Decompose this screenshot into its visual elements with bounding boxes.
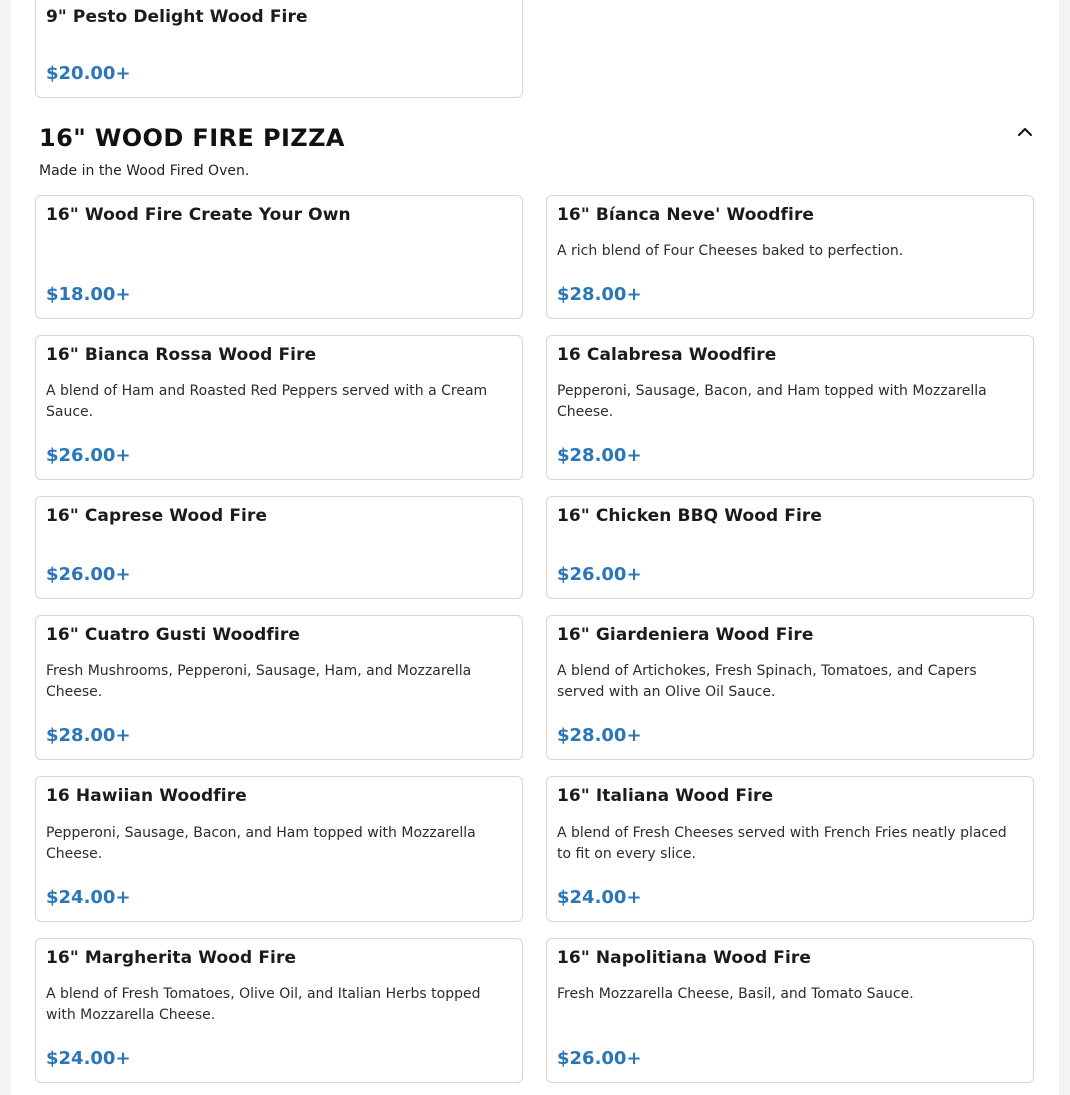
menu-item-price: $26.00+ <box>46 445 131 466</box>
menu-item-price: $28.00+ <box>46 725 131 746</box>
menu-item-name: 16" Bíanca Neve' Woodfire <box>557 205 815 225</box>
menu-item-name: 16" Chicken BBQ Wood Fire <box>557 506 823 526</box>
menu-item-name: 16 Hawiian Woodfire <box>46 786 247 806</box>
menu-item-card[interactable] <box>35 335 523 480</box>
menu-item-price: $24.00+ <box>46 887 131 908</box>
chevron-up-icon <box>1013 120 1037 144</box>
menu-item-name: 16" Cuatro Gusti Woodfire <box>46 625 300 645</box>
menu-item-card[interactable] <box>546 335 1034 480</box>
menu-item-price: $28.00+ <box>557 445 642 466</box>
menu-item-card[interactable] <box>546 938 1034 1083</box>
menu-item-description: A blend of Fresh Cheeses served with French Fries neatly placed to fit on every slice. <box>557 825 1007 862</box>
menu-item-name: 16" Napolitiana Wood Fire <box>557 948 811 968</box>
menu-item-card[interactable] <box>35 615 523 760</box>
menu-item-name: 16" Wood Fire Create Your Own <box>46 205 351 225</box>
menu-item-card[interactable] <box>546 776 1034 922</box>
menu-item-price: $26.00+ <box>46 564 131 585</box>
menu-item-card[interactable] <box>35 496 523 599</box>
menu-item-price: $26.00+ <box>557 1048 642 1069</box>
section-title: 16" WOOD FIRE PIZZA <box>39 124 345 152</box>
menu-item-name: 16" Giardeniera Wood Fire <box>557 625 814 645</box>
menu-item-card[interactable] <box>35 195 523 319</box>
menu-item-description: A rich blend of Four Cheeses baked to perfection. <box>557 243 904 259</box>
menu-item-price: $20.00+ <box>46 63 131 84</box>
menu-item-card[interactable] <box>546 615 1034 760</box>
menu-item-card[interactable] <box>546 496 1034 599</box>
menu-item-price: $24.00+ <box>46 1048 131 1069</box>
section-subtitle: Made in the Wood Fired Oven. <box>39 163 250 179</box>
menu-item-description: A blend of Ham and Roasted Red Peppers served with a Cream Sauce. <box>46 383 488 420</box>
menu-item-description: A blend of Artichokes, Fresh Spinach, Tomatoes, and Capers served with an Olive Oil Sauce. <box>557 663 977 700</box>
menu-item-description: Pepperoni, Sausage, Bacon, and Ham topped with Mozzarella Cheese. <box>557 383 987 420</box>
menu-item-description: Fresh Mozzarella Cheese, Basil, and Tomato Sauce. <box>557 986 914 1002</box>
menu-item-card[interactable] <box>35 0 523 98</box>
menu-item-name: 16" Italiana Wood Fire <box>557 786 774 806</box>
menu-item-name: 16" Bianca Rossa Wood Fire <box>46 345 317 365</box>
section-collapse-button[interactable] <box>1013 120 1037 144</box>
menu-item-price: $26.00+ <box>557 564 642 585</box>
menu-item-name: 9" Pesto Delight Wood Fire <box>46 7 308 27</box>
menu-item-price: $28.00+ <box>557 284 642 305</box>
menu-item-price: $18.00+ <box>46 284 131 305</box>
menu-item-description: A blend of Fresh Tomatoes, Olive Oil, and Italian Herbs topped with Mozzarella Cheese. <box>46 986 481 1023</box>
menu-item-description: Fresh Mushrooms, Pepperoni, Sausage, Ham, and Mozzarella Cheese. <box>46 663 472 700</box>
menu-item-card[interactable] <box>35 776 523 922</box>
menu-item-card[interactable] <box>546 195 1034 319</box>
menu-item-name: 16" Caprese Wood Fire <box>46 506 268 526</box>
menu-page <box>11 0 1059 1095</box>
menu-item-description: Pepperoni, Sausage, Bacon, and Ham topped with Mozzarella Cheese. <box>46 825 476 862</box>
menu-item-name: 16" Margherita Wood Fire <box>46 948 297 968</box>
menu-item-price: $24.00+ <box>557 887 642 908</box>
menu-item-card[interactable] <box>35 938 523 1083</box>
menu-item-price: $28.00+ <box>557 725 642 746</box>
menu-item-name: 16 Calabresa Woodfire <box>557 345 777 365</box>
